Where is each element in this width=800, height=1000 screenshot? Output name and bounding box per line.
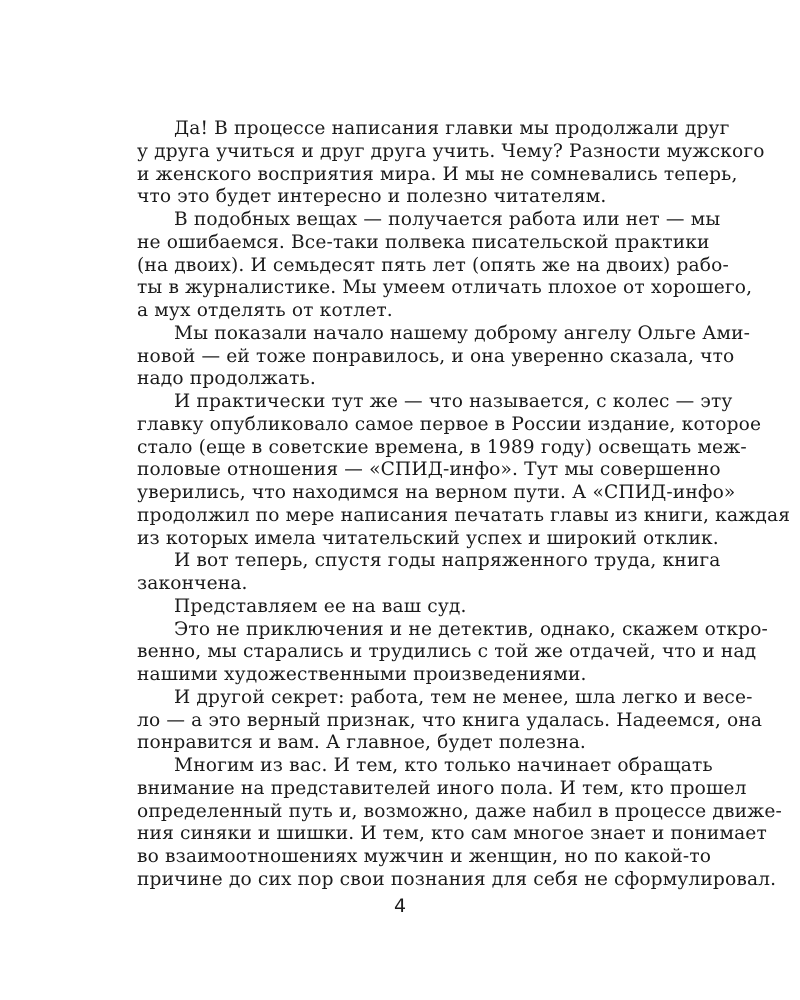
text-line: уверились, что находимся на верном пути. А «СПИД-инфо» [137,482,736,503]
text-line: из которых имела читательский успех и широкий отклик. [137,527,719,549]
text-line: И другой секрет: работа, тем не менее, шла легко и весе- [174,686,753,708]
text-line: ты в журналистике. Мы умеем отличать плохое от хорошего, [137,277,753,299]
text-line: (на двоих). И семьдесят пять лет (опять же на двоих) рабо- [137,254,729,276]
text-line: причине до сих пор свои познания для себя не сформулировал. [137,868,777,890]
text-line: половые отношения — «СПИД-инфо». Тут мы совершенно [137,459,721,481]
paragraph [137,322,751,391]
text-line: венно, мы старались и трудились с той же отдачей, что и над [137,641,757,663]
page-number: 4 [393,895,407,917]
text-line: новой — ей тоже понравилось, и она уверенно сказала, что [137,345,735,367]
text-line: Мы показали начало нашему доброму ангелу Ольге Ами- [174,322,751,344]
paragraph [137,596,697,619]
text-line: нашими художественными произведениями. [137,664,587,685]
text-line: главку опубликовало самое первое в России издание, которое [137,413,762,435]
text-line: Многим из вас. И тем, кто только начинает обращать [174,755,713,776]
text-line: Представляем ее на ваш суд. [174,595,467,617]
text-line: понравится и вам. А главное, будет полезна. [137,732,586,754]
paragraph [137,618,768,687]
text-line: внимание на представителей иного пола. И тем, кто прошел [137,777,747,799]
paragraph [137,550,721,596]
text-line: ния синяки и шишки. И тем, кто сам многое знает и понимает [137,823,767,845]
paragraph [137,755,782,892]
text-line: И вот теперь, спустя годы напряженного труда, книга [174,550,721,572]
paragraph [137,118,765,209]
text-line: Это не приключения и не детектив, однако, скажем откро- [174,618,768,640]
text-line: ло — а это верный признак, что книга удалась. Надеемся, она [137,709,763,731]
text-line: Да! В процессе написания главки мы продолжали друг [174,118,730,139]
text-line: В подобных вещах — получается работа или нет — мы [174,209,721,230]
book-page-text [137,118,791,892]
text-line: и женского восприятия мира. И мы не сомневались теперь, [137,163,738,185]
text-line: надо продолжать. [137,368,316,390]
text-line: И практически тут же — что называется, с колес — эту [174,391,733,412]
text-line: определенный путь и, возможно, даже набил в процессе движе- [137,800,782,822]
text-line: а мух отделять от котлет. [137,300,393,321]
text-line: закончена. [137,573,248,594]
text-line: стало (еще в советские времена, в 1989 году) освещать меж- [137,436,747,458]
text-line: продолжил по мере написания печатать главы из книги, каждая [137,504,791,526]
paragraph [137,209,753,323]
paragraph [137,391,791,550]
text-line: не ошибаемся. Все-таки полвека писательской практики [137,231,710,253]
paragraph [137,686,763,755]
text-line: что это будет интересно и полезно читателям. [137,186,607,208]
text-line: во взаимоотношениях мужчин и женщин, но по какой-то [137,846,712,867]
text-line: у друга учиться и друг друга учить. Чему? Разности мужского [137,140,765,162]
